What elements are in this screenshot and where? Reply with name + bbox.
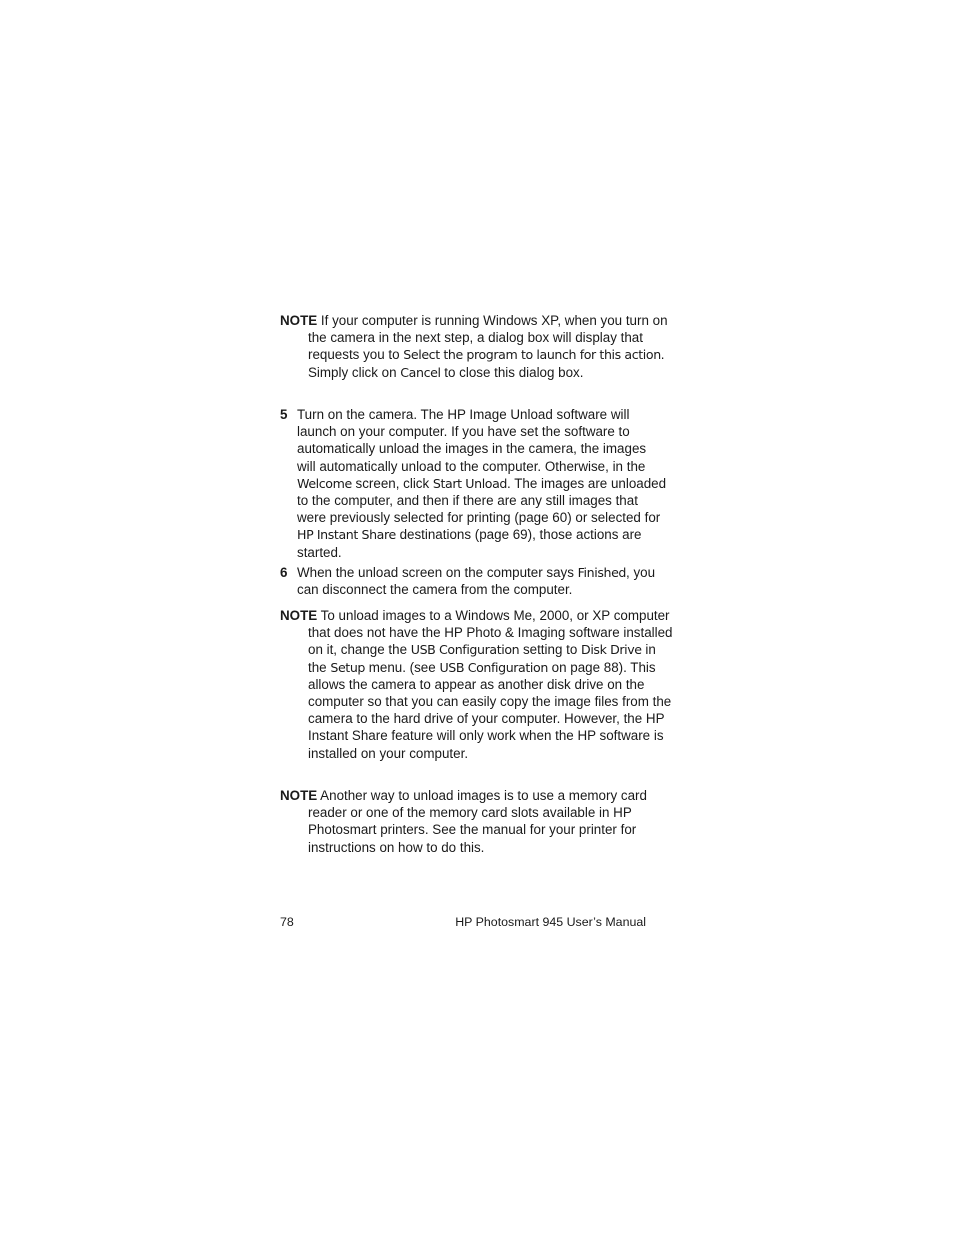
note-memory-card-reader: NOTE Another way to unload images is to use a memory card reader or one of the memory card slots available in HP Photosmart printers. See the manual for your printer for instructions on how to do this. <box>280 788 647 855</box>
ui-term: Cancel <box>400 364 441 380</box>
step-number: 6 <box>280 565 288 580</box>
ui-term: Select the program to launch for this action <box>403 347 661 363</box>
manual-title: HP Photosmart 945 User’s Manual <box>455 915 646 929</box>
note-label: NOTE <box>280 788 318 803</box>
note-label: NOTE <box>280 313 318 328</box>
step-5: 5 Turn on the camera. The HP Image Unload software will launch on your computer. If you have set the software to automatically unload the images in the camera, the images will automatically unload to the computer. Otherwise, in the Welcome screen, click Start Unload. The images are unloaded to the computer, and then if there are any still images that were previously selected for printing (page 60) or selected for HP Instant Share destinations (page 69), those actions are started. <box>280 407 667 560</box>
ui-term: Disk Drive <box>581 642 642 658</box>
step-6: 6 When the unload screen on the computer says Finished, you can disconnect the camera from the computer. <box>280 565 656 598</box>
ui-term: HP Instant Share <box>297 527 396 543</box>
ui-term: Start Unload <box>432 475 508 491</box>
note-windows-xp-dialog: NOTE If your computer is running Windows XP, when you turn on the camera in the next step, a dialog box will display that requests you to Select the program to launch for this action. Simply click on Cancel to close this dialog box. <box>280 313 668 380</box>
step-number: 5 <box>280 407 288 422</box>
page-number: 78 <box>280 915 294 929</box>
ui-term: Finished <box>577 565 627 580</box>
ui-term: USB Configuration <box>439 659 548 675</box>
note-disk-drive-mode: NOTE To unload images to a Windows Me, 2000, or XP computer that does not have the HP Photo & Imaging software installed on it, change the USB Configuration setting to Disk Drive in the Setup menu. (see USB Configuration on page 88). This allows the camera to appear as another disk drive on the computer so that you can easily copy the image files from the camera to the hard drive of your computer. However, the HP Instant Share feature will only work when the HP software is installed on your computer. <box>280 608 673 761</box>
ui-term: Setup <box>330 659 365 675</box>
ui-term: Welcome <box>297 475 352 491</box>
ui-term: USB Configuration <box>410 642 520 658</box>
note-label: NOTE <box>280 608 318 623</box>
